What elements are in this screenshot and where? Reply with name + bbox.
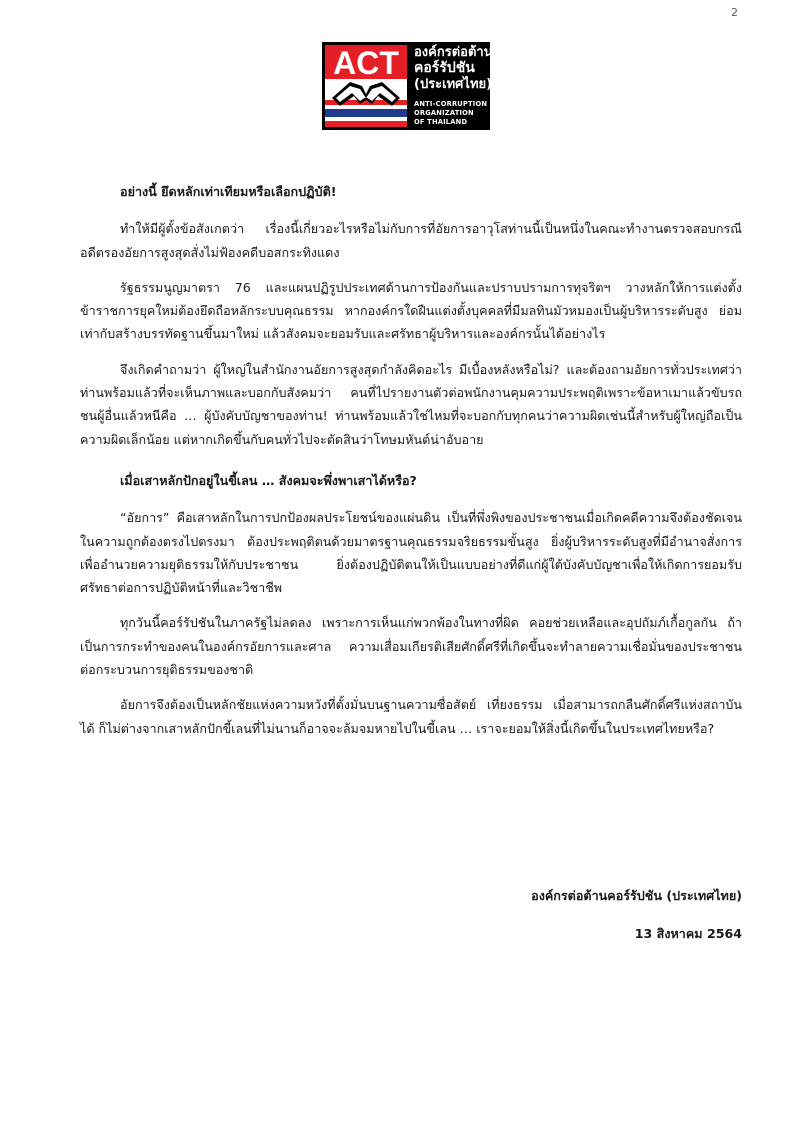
paragraph: จึงเกิดคำถามว่า ผู้ใหญ่ในสำนักงานอัยการสูงสุดกำลังคิดอะไร มีเบื้องหลังหรือไม่? และต้องถามอัยการทั่วประเทศว่า ท่านพร้อมแล้วที่จะเห็นภาพและบอกกับสังคมว่า คนที่ไปรายงานตัวต่อพนักงานคุมความประพฤติเพราะข้อหาเมาแล้วขับรถชนผู้อื่นแล้วหนีคือ … ผู้บังคับบัญชาของท่าน! ท่านพร้อมแล้วใช่ไหมที่จะบอกกับทุกคนว่าความผิดเช่นนี้สำหรับผู้ใหญ่ถือเป็นความผิดเล็กน้อย แต่หากเกิดขึ้นกับคนทั่วไปจะตัดสินว่าโทษมหันต์น่าอับอาย	[80, 361, 742, 447]
logo-thai-line2: คอร์รัปชัน	[414, 60, 475, 76]
signature-date: 13 สิงหาคม 2564	[634, 926, 742, 941]
act-logo	[322, 42, 493, 130]
logo-thai-line1: องค์กรต่อต้าน	[414, 45, 493, 60]
paragraph: รัฐธรรมนูญมาตรา 76 และแผนปฏิรูปประเทศด้านการป้องกันและปราบปรามการทุจริตฯ วางหลักให้การแต่งตั้งข้าราชการยุคใหม่ต้องยึดถือหลักระบบคุณธรรม หากองค์กรใดฝืนแต่งตั้งบุคคลที่มีมลทินมัวหมองเป็นผู้บริหารระดับสูง ย่อมเท่ากับสร้างบรรทัดฐานขึ้นมาใหม่ แล้วสังคมจะยอมรับและศรัทธาผู้บริหารและองค์กรนั้นได้อย่างไร	[80, 279, 742, 342]
signature-org: องค์กรต่อต้านคอร์รัปชัน (ประเทศไทย)	[531, 888, 742, 903]
paragraph: “อัยการ” คือเสาหลักในการปกป้องผลประโยชน์ของแผ่นดิน เป็นที่พึ่งพิงของประชาชนเมื่อเกิดคดีความจึงต้องชัดเจนในความถูกต้องตรงไปตรงมา ต้องประพฤติตนด้วยมาตรฐานคุณธรรมจริยธรรมขั้นสูง ยิ่งผู้บริหารระดับสูงที่มีอำนาจสั่งการเพื่ออำนวยความยุติธรรมให้กับประชาชน ยิ่งต้องปฏิบัติตนให้เป็นแบบอย่างที่ดีแก่ผู้ใต้บังคับบัญชาเพื่อให้เกิดการยอมรับศรัทธาต่อการปฏิบัติหน้าที่และวิชาชีพ	[80, 510, 742, 596]
paragraph: ทำให้มีผู้ตั้งข้อสังเกตว่า เรื่องนี้เกี่ยวอะไรหรือไม่กับการที่อัยการอาวุโสท่านนี้เป็นหนึ่งในคณะทำงานตรวจสอบกรณีอดีตรองอัยการสูงสุดสั่งไม่ฟ้องคดีบอสกระทิงแดง	[80, 221, 742, 260]
logo-en-line3: OF THAILAND	[414, 118, 468, 126]
logo-en-line1: ANTI-CORRUPTION	[414, 100, 488, 108]
section-heading-1: อย่างนี้ ยึดหลักเท่าเทียมหรือเลือกปฏิบัติ!	[120, 184, 337, 199]
act-letters: ACT	[333, 45, 399, 81]
page-number: 2	[731, 6, 738, 19]
logo-en-line2: ORGANIZATION	[414, 109, 474, 117]
act-emblem-icon	[322, 42, 410, 130]
logo-thai-line3: (ประเทศไทย)	[414, 77, 493, 92]
paragraph: ทุกวันนี้คอร์รัปชันในภาครัฐไม่ลดลง เพราะการเห็นแก่พวกพ้องในทางที่ผิด คอยช่วยเหลือและอุปถัมภ์เกื้อกูลกัน ถ้าเป็นการกระทำของคนในองค์กรอัยการและศาล ความเสื่อมเกียรติเสียศักดิ์ศรีที่เกิดขึ้นจะทำลายความเชื่อมั่นของประชาชนต่อกระบวนการยุติธรรมของชาติ	[80, 615, 742, 678]
article-body	[80, 180, 742, 752]
paragraph: อัยการจึงต้องเป็นหลักชัยแห่งความหวังที่ตั้งมั่นบนฐานความซื่อสัตย์ เที่ยงธรรม เมื่อสามารถกลืนศักดิ์ศรีแห่งสถาบันได้ ก็ไม่ต่างจากเสาหลักปักขี้เลนที่ไม่นานก็อาจจะล้มจมหายไปในขี้เลน … เราจะยอมให้สิ่งนี้เกิดขึ้นในประเทศไทยหรือ?	[80, 697, 742, 736]
section-heading-2: เมื่อเสาหลักปักอยู่ในขี้เลน … สังคมจะพึ่งพาเสาได้หรือ?	[120, 472, 417, 488]
